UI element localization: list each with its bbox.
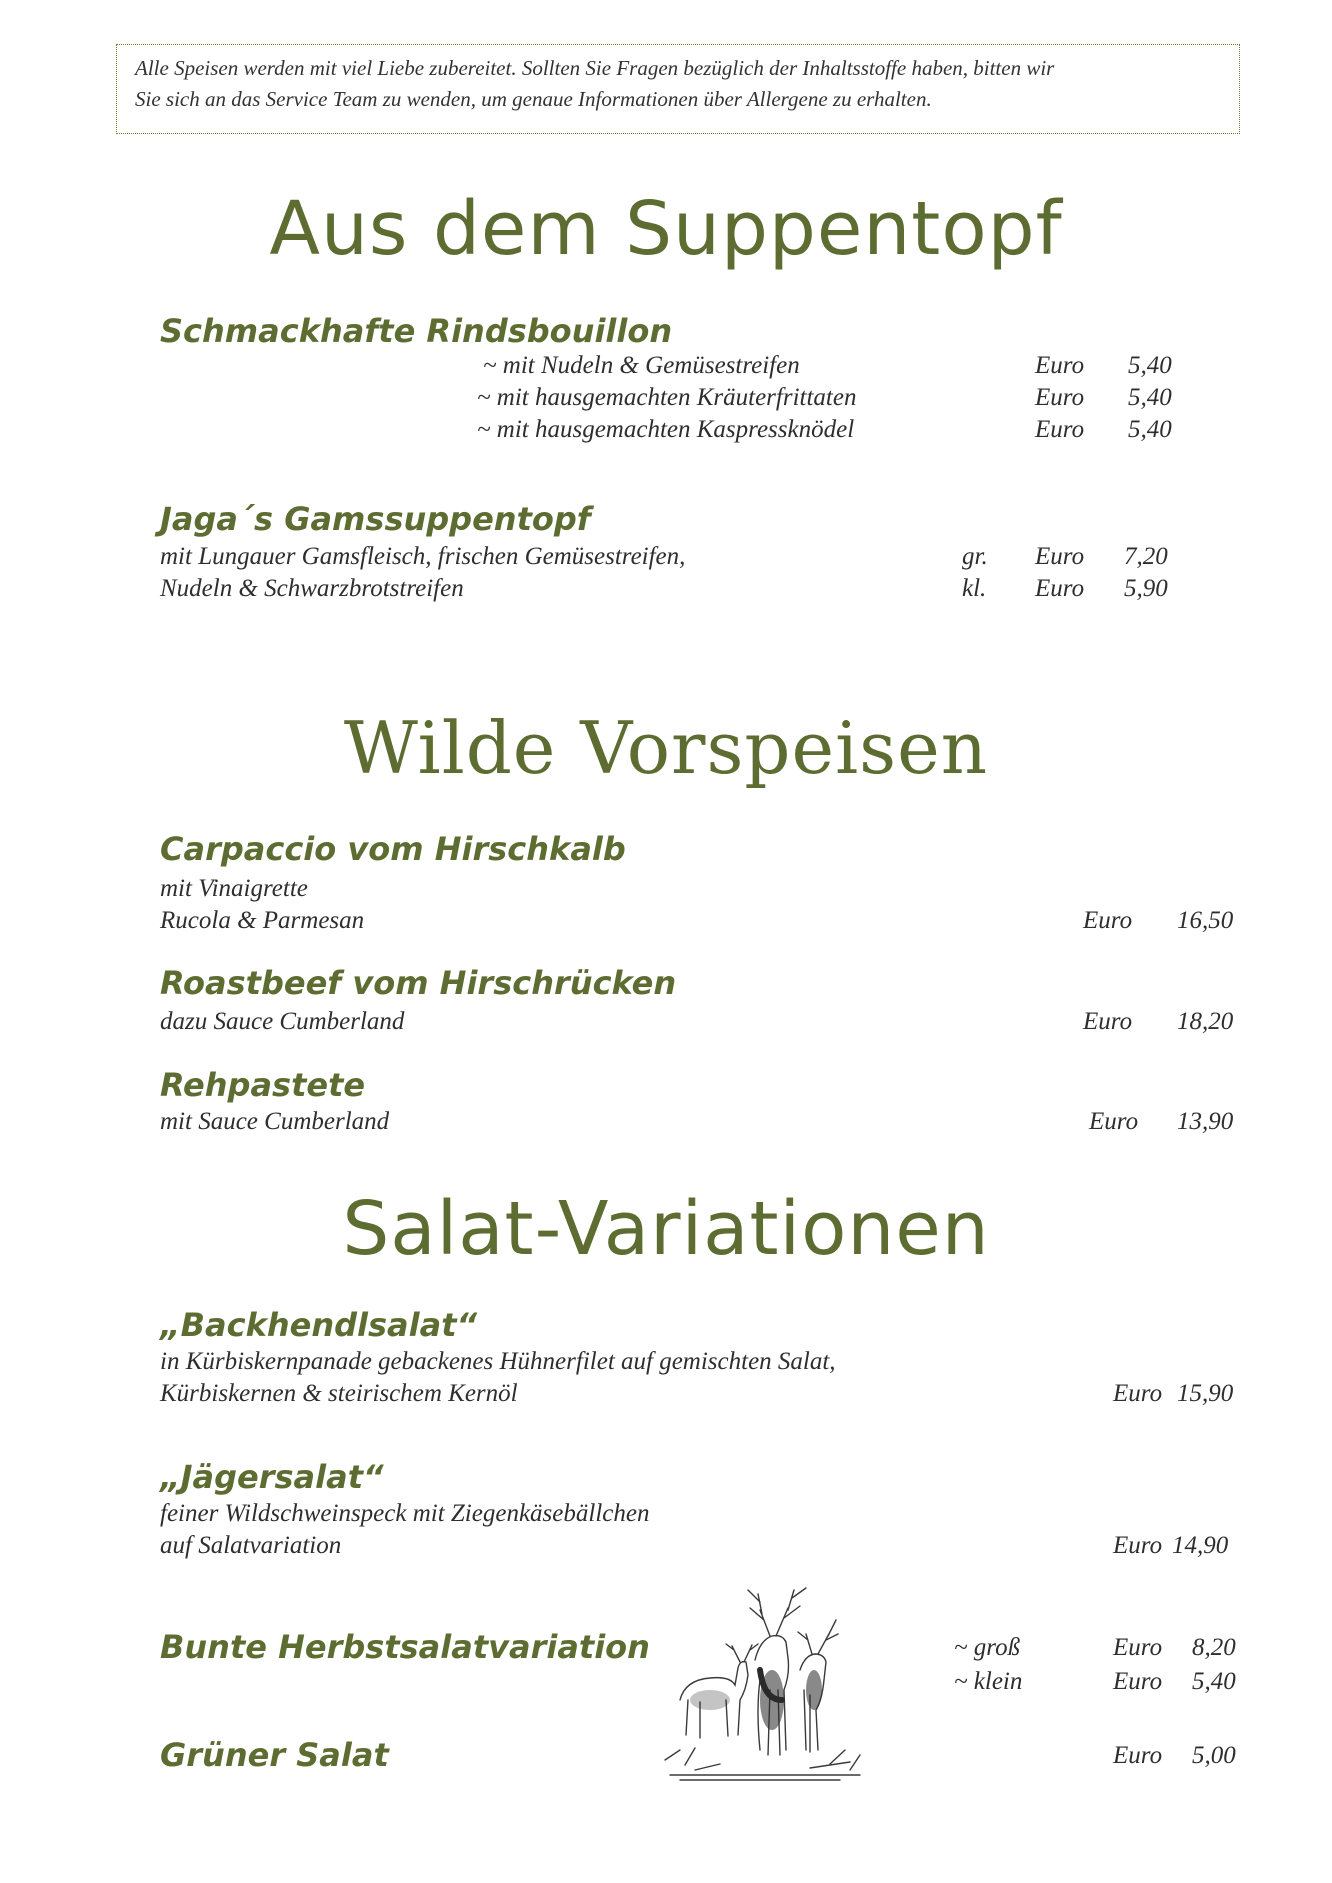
section-title-starters: Wilde Vorspeisen [343, 706, 989, 790]
price: 15,90 [1177, 1380, 1234, 1407]
dish-rehpastete: Rehpastete [160, 1066, 366, 1104]
dish-roastbeef: Roastbeef vom Hirschrücken [160, 964, 677, 1002]
dish-description: dazu Sauce Cumberland [160, 1008, 405, 1035]
price: 14,90 [1172, 1532, 1229, 1559]
price: 16,50 [1177, 907, 1234, 934]
dish-description: mit Vinaigrette [160, 875, 308, 902]
price: 5,40 [1128, 352, 1172, 379]
price: 18,20 [1177, 1008, 1234, 1035]
currency-label: Euro [1089, 1108, 1139, 1135]
currency-label: Euro [1035, 384, 1085, 411]
dish-description: Nudeln & Schwarzbrotstreifen [160, 575, 464, 602]
option-text: ~ mit Nudeln & Gemüsestreifen [483, 352, 800, 379]
currency-label: Euro [1035, 575, 1085, 602]
option-text: ~ mit hausgemachten Kaspressknödel [477, 416, 855, 443]
currency-label: Euro [1035, 543, 1085, 570]
dish-description: mit Lungauer Gamsfleisch, frischen Gemüsestreifen, [160, 543, 686, 570]
dish-rindsbouillon: Schmackhafte Rindsbouillon [160, 312, 673, 350]
currency-label: Euro [1113, 1380, 1163, 1407]
option-text: ~ mit hausgemachten Kräuterfrittaten [477, 384, 857, 411]
price: 5,40 [1192, 1668, 1236, 1695]
price: 5,40 [1128, 416, 1172, 443]
dish-gruener-salat: Grüner Salat [160, 1736, 389, 1774]
size-label: gr. [962, 543, 988, 570]
size-label: kl. [962, 575, 987, 602]
dish-description: auf Salatvariation [160, 1532, 342, 1559]
price: 5,90 [1124, 575, 1168, 602]
allergen-notice [116, 44, 1240, 134]
price: 7,20 [1124, 543, 1168, 570]
currency-label: Euro [1083, 1008, 1133, 1035]
currency-label: Euro [1113, 1668, 1163, 1695]
section-title-salads: Salat-Variationen [342, 1186, 990, 1272]
currency-label: Euro [1113, 1532, 1163, 1559]
dish-backhendlsalat: „Backhendlsalat“ [160, 1306, 478, 1344]
price: 5,00 [1192, 1742, 1236, 1769]
currency-label: Euro [1035, 352, 1085, 379]
price: 8,20 [1192, 1634, 1236, 1661]
dish-description: Rucola & Parmesan [160, 907, 365, 934]
currency-label: Euro [1083, 907, 1133, 934]
dish-description: in Kürbiskernpanade gebackenes Hühnerfilet auf gemischten Salat, [160, 1348, 836, 1375]
dish-herbstsalat: Bunte Herbstsalatvariation [160, 1628, 650, 1666]
dish-description: mit Sauce Cumberland [160, 1108, 390, 1135]
dish-description: feiner Wildschweinspeck mit Ziegenkäsebällchen [160, 1500, 650, 1527]
dish-carpaccio: Carpaccio vom Hirschkalb [160, 830, 626, 868]
currency-label: Euro [1113, 1742, 1163, 1769]
currency-label: Euro [1113, 1634, 1163, 1661]
size-label: ~ groß [954, 1634, 1021, 1661]
deer-engraving-icon [660, 1550, 870, 1790]
section-title-soups: Aus dem Suppentopf [269, 186, 1063, 272]
currency-label: Euro [1035, 416, 1085, 443]
notice-line-1: Alle Speisen werden mit viel Liebe zubereitet. Sollten Sie Fragen bezüglich der Inhaltsstoffe haben, bitten wir [135, 56, 1055, 80]
notice-line-2: Sie sich an das Service Team zu wenden, um genaue Informationen über Allergene zu erhalten. [135, 87, 932, 111]
size-label: ~ klein [954, 1668, 1023, 1695]
price: 5,40 [1128, 384, 1172, 411]
dish-gamssuppentopf: Jaga´s Gamssuppentopf [160, 500, 591, 538]
dish-jaegersalat: „Jägersalat“ [160, 1458, 384, 1496]
dish-description: Kürbiskernen & steirischem Kernöl [160, 1380, 518, 1407]
price: 13,90 [1177, 1108, 1234, 1135]
